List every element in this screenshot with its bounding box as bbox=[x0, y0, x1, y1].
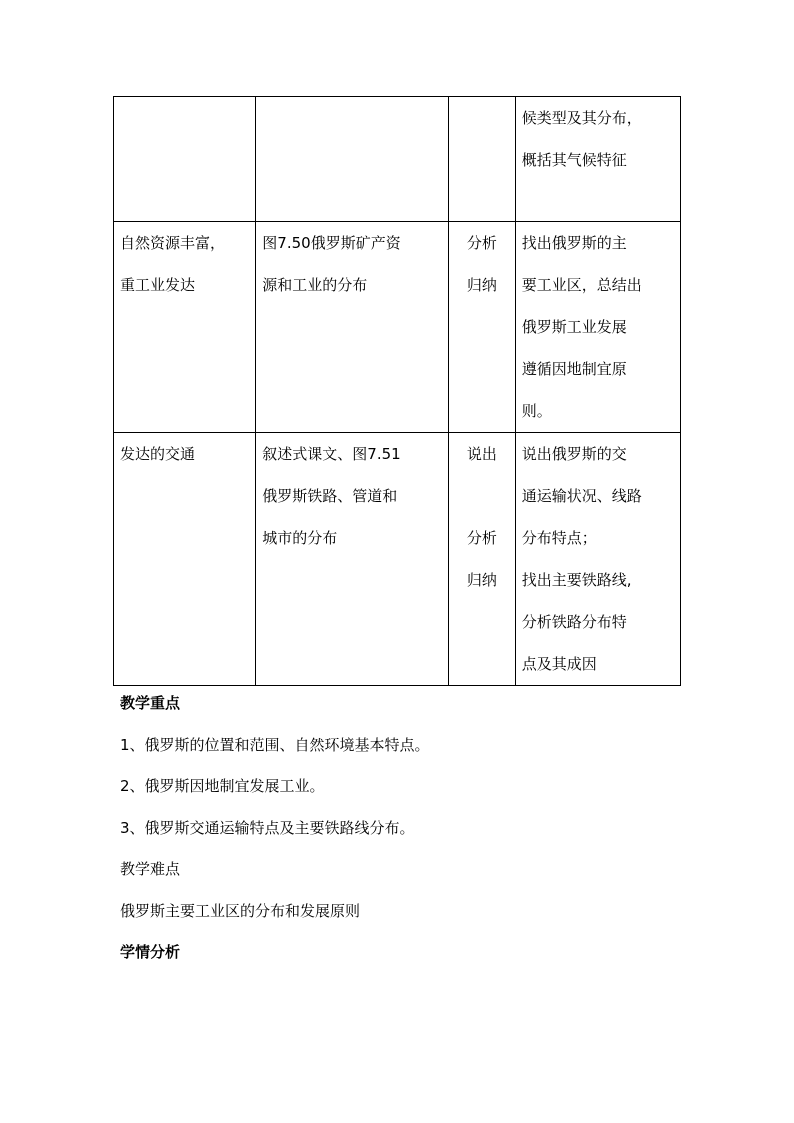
cell-text: 概括其气候特征 bbox=[521, 151, 627, 169]
key-point-item: 3、俄罗斯交通运输特点及主要铁路线分布。 bbox=[120, 819, 415, 837]
cell-text: 候类型及其分布， bbox=[521, 109, 642, 127]
cell-text: 要工业区，总结出 bbox=[521, 276, 642, 294]
lesson-table bbox=[113, 96, 681, 686]
cell-blank-line bbox=[455, 475, 509, 517]
table-cell-material bbox=[256, 97, 449, 222]
cell-text: 归纳 bbox=[466, 571, 497, 589]
cell-text: 遵循因地制宜原 bbox=[521, 360, 627, 378]
cell-text: 俄罗斯工业发展 bbox=[521, 318, 627, 336]
key-point-item: 1、俄罗斯的位置和范围、自然环境基本特点。 bbox=[120, 736, 430, 754]
table-row bbox=[114, 433, 681, 686]
difficulty-heading: 教学难点 bbox=[120, 860, 181, 878]
cell-text: 重工业发达 bbox=[120, 276, 196, 294]
analysis-heading: 学情分析 bbox=[120, 943, 181, 961]
cell-text: 图7.50俄罗斯矿产资 bbox=[262, 234, 401, 252]
table-row bbox=[114, 222, 681, 433]
table-cell-method bbox=[448, 97, 515, 222]
table-cell-method bbox=[448, 433, 515, 686]
cell-text: 发达的交通 bbox=[120, 445, 196, 463]
cell-text: 城市的分布 bbox=[262, 529, 338, 547]
cell-text: 俄罗斯铁路、管道和 bbox=[262, 487, 398, 505]
table-cell-method bbox=[448, 222, 515, 433]
cell-text: 点及其成因 bbox=[521, 655, 597, 673]
cell-text: 分析 bbox=[466, 234, 497, 252]
cell-text: 分析铁路分布特 bbox=[521, 613, 627, 631]
table-cell-topic bbox=[114, 222, 256, 433]
cell-text: 找出主要铁路线, bbox=[521, 571, 632, 589]
cell-text: 通运输状况、线路 bbox=[521, 487, 642, 505]
table-cell-goal bbox=[515, 97, 680, 222]
cell-text: 叙述式课文、图7.51 bbox=[262, 445, 401, 463]
table-cell-goal bbox=[515, 433, 680, 686]
table-cell-goal bbox=[515, 222, 680, 433]
cell-text: 分布特点； bbox=[521, 529, 597, 547]
key-points-heading: 教学重点 bbox=[120, 694, 181, 712]
table-cell-topic bbox=[114, 97, 256, 222]
cell-text: 自然资源丰富， bbox=[120, 234, 226, 252]
cell-text: 说出 bbox=[466, 445, 497, 463]
cell-text: 归纳 bbox=[466, 276, 497, 294]
cell-text: 则。 bbox=[521, 402, 552, 420]
cell-text: 说出俄罗斯的交 bbox=[521, 445, 627, 463]
key-point-item: 2、俄罗斯因地制宜发展工业。 bbox=[120, 777, 325, 795]
table-cell-material bbox=[256, 222, 449, 433]
table-row bbox=[114, 97, 681, 222]
table-cell-material bbox=[256, 433, 449, 686]
cell-text: 源和工业的分布 bbox=[262, 276, 368, 294]
cell-text: 分析 bbox=[466, 529, 497, 547]
difficulty-text: 俄罗斯主要工业区的分布和发展原则 bbox=[120, 902, 361, 920]
table-cell-topic bbox=[114, 433, 256, 686]
cell-text: 找出俄罗斯的主 bbox=[521, 234, 627, 252]
